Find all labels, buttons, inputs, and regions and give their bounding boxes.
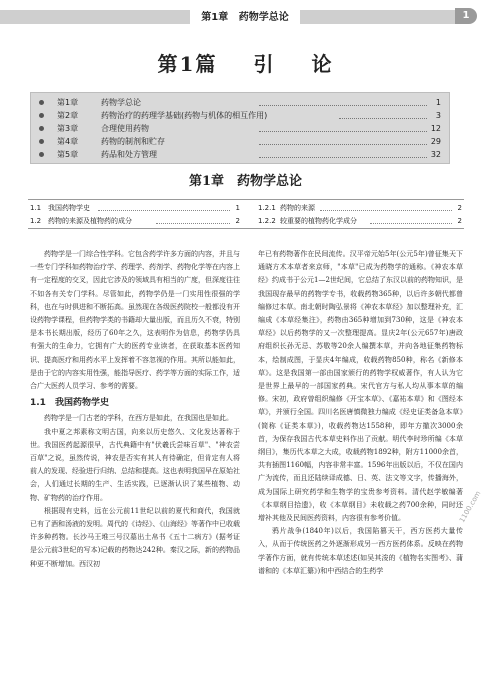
divider [28, 228, 464, 229]
toc-item[interactable] [39, 149, 441, 161]
toc-leader [339, 118, 427, 119]
watermark: 1100.com [458, 489, 483, 524]
toc-leader [259, 157, 427, 158]
bullet-icon [39, 126, 44, 131]
header-bar-right [300, 10, 455, 24]
header-bar-left [0, 10, 190, 24]
toc-leader [259, 105, 427, 106]
section-toc-item[interactable] [258, 215, 462, 228]
part-word-2: 论 [311, 52, 334, 76]
bullet-icon [39, 139, 44, 144]
part-title [0, 48, 491, 77]
toc-item[interactable] [39, 123, 441, 135]
body-column-left [30, 248, 240, 571]
toc-chapter: 第2章 [57, 111, 79, 120]
section-text: 我国药物学史 [48, 204, 90, 212]
section-page: 1 [235, 204, 240, 212]
toc-name: 药物学总论 [101, 98, 141, 107]
toc-name: 合理使用药物 [101, 124, 149, 133]
toc-chapter: 第1章 [57, 98, 79, 107]
section-num: 1.2.1 [258, 204, 276, 212]
toc-page: 32 [430, 150, 441, 159]
page-header [0, 0, 491, 30]
paragraph: 药物学是一门古老的学科，在西方是如此，在我国也是如此。 [44, 414, 233, 423]
toc-page: 1 [435, 98, 441, 107]
bullet-icon [39, 113, 44, 118]
section-num: 1.2.2 [258, 217, 276, 225]
running-chapter: 第1章 [201, 12, 229, 23]
section-toc-right [258, 202, 462, 228]
bullet-icon [39, 100, 44, 105]
toc-chapter: 第5章 [57, 150, 79, 159]
chapter-title: 第1章 药物学总论 [188, 174, 303, 189]
section-leader [98, 210, 230, 211]
toc-leader [259, 131, 427, 132]
toc-item[interactable] [39, 136, 441, 148]
body-column-right [258, 248, 463, 578]
part-word-1: 引 [253, 52, 276, 76]
running-chapter-title: 药物学总论 [238, 12, 289, 23]
toc-chapter: 第3章 [57, 124, 79, 133]
part-label: 第1篇 [157, 52, 218, 76]
toc-leader [259, 144, 427, 145]
section-text: 较重要的植物药化学成分 [280, 217, 357, 225]
section-num: 1.2 [30, 217, 42, 225]
page-number: 1 [455, 8, 477, 24]
section-toc-item[interactable] [30, 215, 240, 228]
bullet-icon [39, 152, 44, 157]
paragraph: 鸦片战争(1840年)以后，我国陷篡天干，西方医药大量传入，从而于传统医药之外逐渐形成另一西方医药体系。反映在药物学著作方面，就有传统本草述述(如吴其浚的《植物名实图考》、蒲谱和的《本草汇纂》)和中西结合的生药学 [258, 527, 463, 575]
section-heading: 1.1 我国药物学史 [30, 398, 109, 409]
toc-chapter: 第4章 [57, 137, 79, 146]
toc-page: 12 [430, 124, 441, 133]
paragraph: 年已有药物著作在民间流传。汉平帝元始5年(公元5年)曾征集天下通晓方术本草者来京师，"本草"已成为药物学的通称。《神农本草经》约成书于公元1—2世纪间，它总结了东汉以前的药物知识，是我国现存最早的药物学专书，收载药物365种，以后许多朝代都曾编修过本草。南北朝时陶弘景将《神农本草经》加以整理补充，汇编成《本草经集注》，药物由365种增加到730种，这是《神农本草经》以后药物学的又一次整理提高。显庆2年(公元657年)唐政府组织长孙无忌、苏敬等20余人编撰本草，并向各地征集药物标本，绘制成图，于显庆4年编成，收载药物850种，称名《新修本草》。这是我国第一部由国家颁行的药物学权威著作，有人认为它是世界上最早的一部国家药典。宋代官方与私人均从事本草的编修。宋初，政府曾组织编修《开宝本草》、《嘉祐本草》和《图经本草》，并颁行全国。四川名医唐慎微独力编成《经史证类备急本草》(简称《证类本草》)，收载药物达1558种，即年方撤次3000余首，为保存我国古代本草史料作出了贡献。明代李时珍所编《本草纲目》，集历代本草之大成，收载药物1892种，附方11000余首，共有插图1160幅，内容非常丰富。1596年出版以后，不仅在国内广为流传，而且还陆续译成德、日、英、法文等文字，传播海外，成为国际上研究药学和生物学的宝贵参考资料。清代赵学敏编著《本草纲目拾遗》，收《本草纲目》未收载之药700余种，同时还增补其他及民间医药资料，内容很有参考价值。 [258, 250, 463, 523]
toc-page: 29 [430, 137, 441, 146]
part-toc [30, 92, 450, 164]
running-title [190, 8, 300, 23]
toc-item[interactable] [39, 110, 441, 122]
toc-name: 药品和处方管理 [101, 150, 157, 159]
section-toc-item[interactable] [258, 202, 462, 215]
paragraph: 根据现有史料，远在公元前11世纪以前的夏代和商代，我国就已有了酒和汤液的发明。周代的《诗经》、《山海经》等著作中已收载许多种药物。长沙马王堆三号汉墓出土帛书《五十二病方》(据考证是公元前3世纪的写本)记载的药物达242种。秦汉之际，新的药物品种更不断增加。西汉初 [30, 506, 240, 568]
section-num: 1.1 [30, 204, 42, 212]
section-text: 药物的来源 [280, 204, 315, 212]
section-leader [156, 223, 230, 224]
toc-name: 药物的制剂和贮存 [101, 137, 165, 146]
section-page: 2 [235, 217, 240, 225]
section-page: 2 [457, 217, 462, 225]
section-page: 2 [457, 204, 462, 212]
toc-item[interactable] [39, 97, 441, 109]
section-text: 药物的来源及植物药的成分 [48, 217, 132, 225]
section-toc-left [30, 202, 240, 228]
section-leader [320, 210, 452, 211]
section-toc-item[interactable] [30, 202, 240, 215]
toc-page: 3 [435, 111, 441, 120]
section-leader [370, 223, 452, 224]
paragraph: 药物学是一门综合性学科。它包含药学许多方面的内容，并且与一些专门学科如药物治疗学、药理学、药剂学、药物化学等在内容上有一定程度的交叉，因此它涉及的领域具有相当的广度，但深度往往不如各有关专门学科。尽管如此，药物学仍是一门实用性很强的学科，也在与时俱进和不断拓高。虽然现在各级医药院校一般都没有开设药物学课程，但药物学类的书籍却大量出版，而且历久不衰，特别是本书长期出版，经历了60年之久，这表明作为信息，药物学仍具有强大的生命力，它拥有广大的医药专业读者，在获取基本医药知识、提高医疗和用药水平上发挥着不容忽视的作用。其所以能如此，是由于它的内容实用性强，能指导医疗、药学等方面的实际工作，适合广大医药人员学习、参考的需要。 [30, 250, 240, 391]
toc-name: 药物治疗的药理学基础(药物与机体的相互作用) [101, 111, 268, 120]
divider [28, 199, 464, 200]
paragraph: 我中夏之邦素称文明古国，向来以历史悠久、文化发达著称于世。我国医药起源很早，古代典籍中有"伏羲氏尝味百草"、"神农尝百草"之说，虽然传说，神农是否实有其人有待确定，但肯定有人将前人的发现、经验进行归纳、总结和提高。这也表明我国早在原始社会，人们通过长期的生产、生活实践，已逐渐认识了某些植物、动物、矿物药的治疗作用。 [30, 427, 240, 502]
